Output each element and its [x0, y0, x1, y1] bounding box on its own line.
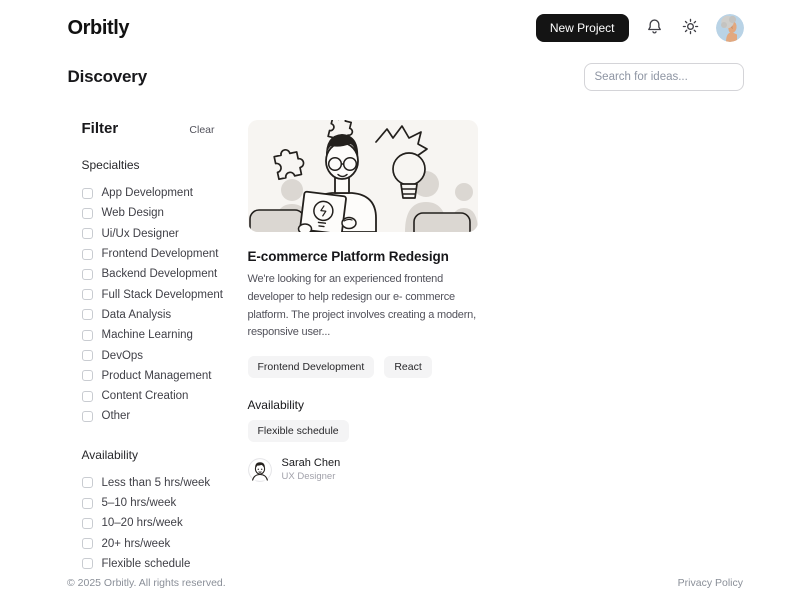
clear-filters-button[interactable]: Clear	[189, 124, 215, 136]
header-actions	[536, 14, 744, 42]
checkbox[interactable]	[82, 498, 93, 509]
project-title: E-commerce Platform Redesign	[247, 249, 449, 264]
privacy-policy-link[interactable]: Privacy Policy	[677, 577, 743, 589]
filter-option-less-than-5[interactable]: Less than 5 hrs/week	[82, 473, 248, 493]
availability-label: Availability	[247, 398, 304, 413]
filter-option-app-development[interactable]: App Development	[82, 183, 248, 203]
tag-react: React	[384, 356, 431, 378]
search-input[interactable]	[584, 63, 744, 91]
footer	[67, 577, 743, 589]
checkbox[interactable]	[82, 411, 93, 422]
filter-option-5-10[interactable]: 5–10 hrs/week	[82, 493, 248, 513]
availability-options	[82, 473, 248, 574]
filter-option-machine-learning[interactable]: Machine Learning	[82, 325, 248, 345]
checkbox[interactable]	[82, 370, 93, 381]
checkbox[interactable]	[82, 249, 93, 260]
checkbox[interactable]	[82, 188, 93, 199]
filter-option-10-20[interactable]: 10–20 hrs/week	[82, 513, 248, 533]
filter-option-other[interactable]: Other	[82, 406, 248, 426]
filter-panel	[68, 120, 248, 574]
checkbox[interactable]	[82, 558, 93, 569]
bell-icon	[646, 18, 663, 38]
copyright-text: © 2025 Orbitly. All rights reserved.	[67, 577, 226, 589]
checkbox[interactable]	[82, 538, 93, 549]
notifications-button[interactable]	[644, 16, 665, 40]
logo[interactable]: Orbitly	[67, 16, 130, 39]
filter-option-devops[interactable]: DevOps	[82, 345, 248, 365]
checkbox[interactable]	[82, 269, 93, 280]
availability-value: Flexible schedule	[248, 420, 349, 442]
project-description: We're looking for an experienced frontend developer to help redesign our e- commerce platform. The project involves creating a modern, responsive user...	[247, 273, 476, 339]
filter-option-ui-ux-designer[interactable]: Ui/Ux Designer	[82, 224, 248, 244]
filter-option-20-plus[interactable]: 20+ hrs/week	[82, 533, 248, 553]
header	[68, 0, 744, 43]
checkbox[interactable]	[82, 309, 93, 320]
checkbox[interactable]	[82, 350, 93, 361]
project-card[interactable]	[248, 120, 478, 482]
project-tags	[248, 356, 478, 378]
project-illustration	[248, 120, 478, 232]
project-author[interactable]	[248, 457, 478, 482]
filter-section-label-availability: Availability	[81, 447, 138, 462]
checkbox[interactable]	[82, 289, 93, 300]
filter-title: Filter	[81, 120, 119, 137]
author-avatar	[248, 458, 272, 482]
author-name: Sarah Chen	[281, 457, 341, 470]
tag-frontend-development: Frontend Development	[248, 356, 375, 378]
sun-icon	[682, 18, 699, 38]
checkbox[interactable]	[82, 391, 93, 402]
filter-option-web-design[interactable]: Web Design	[82, 203, 248, 223]
filter-option-data-analysis[interactable]: Data Analysis	[82, 305, 248, 325]
results-area	[248, 120, 744, 482]
theme-toggle-button[interactable]	[680, 16, 701, 40]
page-title: Discovery	[67, 67, 147, 86]
checkbox[interactable]	[82, 518, 93, 529]
new-project-button[interactable]: New Project	[536, 14, 629, 42]
specialties-options	[82, 183, 248, 427]
checkbox[interactable]	[82, 477, 93, 488]
filter-option-product-management[interactable]: Product Management	[82, 366, 248, 386]
checkbox[interactable]	[82, 330, 93, 341]
page-head	[68, 63, 744, 91]
user-avatar[interactable]	[716, 14, 744, 42]
filter-option-content-creation[interactable]: Content Creation	[82, 386, 248, 406]
checkbox[interactable]	[82, 208, 93, 219]
filter-section-label-specialties: Specialties	[81, 158, 140, 172]
main-content	[68, 120, 744, 574]
filter-option-full-stack-development[interactable]: Full Stack Development	[82, 284, 248, 304]
checkbox[interactable]	[82, 228, 93, 239]
filter-option-frontend-development[interactable]: Frontend Development	[82, 244, 248, 264]
filter-option-backend-development[interactable]: Backend Development	[82, 264, 248, 284]
filter-option-flexible-schedule[interactable]: Flexible schedule	[82, 554, 248, 574]
author-role: UX Designer	[281, 471, 336, 483]
